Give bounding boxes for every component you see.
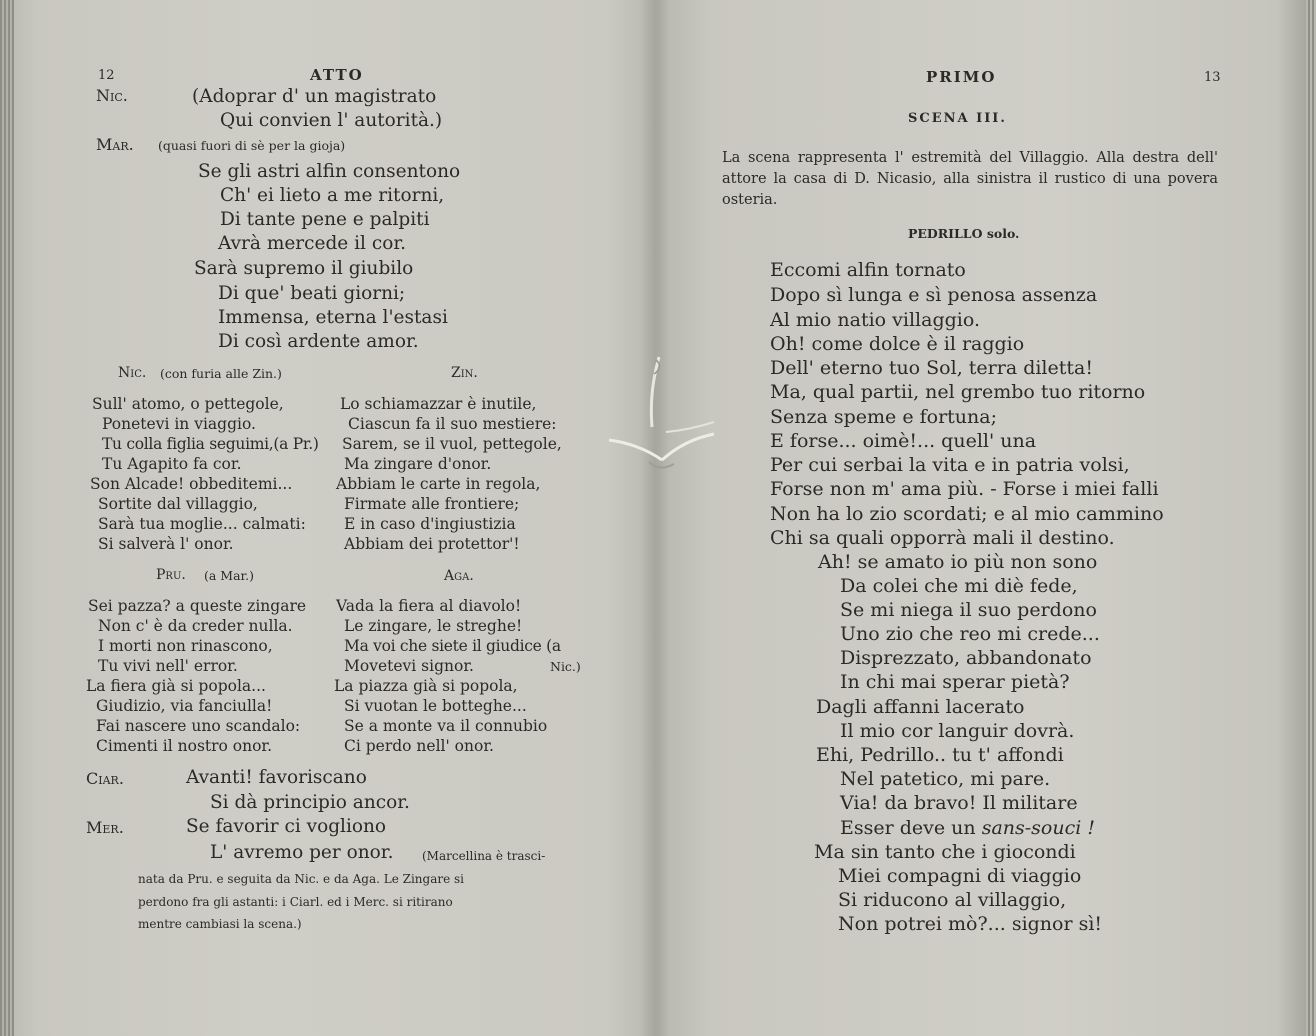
speaker-merc: Mer.	[86, 818, 124, 837]
verse-line: Ma sin tanto che i giocondi	[814, 841, 1076, 863]
verse-line: Non ha lo zio scordati; e al mio cammino	[770, 503, 1164, 525]
verse-line: Ma, qual partii, nel grembo tuo ritorno	[770, 381, 1146, 403]
stage-direction: mentre cambiasi la scena.)	[138, 917, 302, 931]
verse-line: Immensa, eterna l'estasi	[218, 307, 448, 328]
running-head-primo: PRIMO	[926, 68, 997, 86]
stage-direction: (a Mar.)	[204, 568, 255, 583]
page-number-right: 13	[1204, 70, 1221, 85]
verse-line: Oh! come dolce è il raggio	[770, 333, 1025, 355]
ensemble-line: Fai nascere uno scandalo:	[96, 717, 301, 735]
ensemble-line: Le zingare, le streghe!	[344, 617, 523, 635]
ensemble-line: Ci perdo nell' onor.	[344, 737, 494, 755]
verse-line: Se favorir ci vogliono	[186, 816, 387, 837]
right-page-edges	[1306, 0, 1316, 1036]
verse-line: Da colei che mi diè fede,	[840, 575, 1078, 597]
running-head-atto: ATTO	[310, 66, 364, 84]
ensemble-line: Ponetevi in viaggio.	[102, 415, 256, 433]
ensemble-line: Si salverà l' onor.	[98, 535, 234, 553]
ensemble-line: Abbiam le carte in regola,	[336, 475, 541, 493]
verse-line: (Adoprar d' un magistrato	[192, 86, 437, 107]
ensemble-line: La piazza già si popola,	[334, 677, 518, 695]
verse-line: Il mio cor languir dovrà.	[840, 720, 1075, 742]
verse-line: Via! da bravo! Il militare	[840, 792, 1078, 814]
speaker-pru: Pru.	[156, 567, 186, 583]
ensemble-line: Sei pazza? a queste zingare	[88, 597, 307, 615]
speaker-ciar: Ciar.	[86, 769, 124, 788]
ensemble-line: Sortite dal villaggio,	[98, 495, 258, 513]
verse-line: Ch' ei lieto a me ritorni,	[220, 185, 445, 206]
verse-line: Se mi niega il suo perdono	[840, 599, 1097, 621]
verse-line: Sarà supremo il giubilo	[194, 258, 414, 279]
verse-line: Uno zio che reo mi crede...	[840, 623, 1100, 645]
ensemble-line: Firmate alle frontiere;	[344, 495, 520, 513]
verse-line: Chi sa quali opporrà mali il destino.	[770, 527, 1115, 549]
verse-line: L' avremo per onor.	[210, 842, 394, 863]
italic-phrase: sans-souci !	[981, 817, 1095, 839]
verse-line: Dopo sì lunga e sì penosa assenza	[770, 284, 1098, 306]
verse-text: Esser deve un	[840, 817, 976, 839]
ensemble-line: Ma zingare d'onor.	[344, 455, 492, 473]
verse-line: Si riducono al villaggio,	[838, 889, 1067, 911]
stage-direction: (con furia alle Zin.)	[160, 366, 282, 381]
verse-line: Di così ardente amor.	[218, 331, 419, 352]
speaker-mar: Mar.	[96, 135, 134, 154]
verse-line-with-italic	[840, 817, 1095, 839]
verse-line: Nel patetico, mi pare.	[840, 768, 1051, 790]
ensemble-line: Tu vivi nell' error.	[98, 657, 238, 675]
stage-direction: (quasi fuori di sè per la gioja)	[158, 138, 346, 153]
ensemble-line: Ma voi che siete il giudice (a	[344, 637, 561, 655]
ensemble-line: E in caso d'ingiustizia	[344, 515, 516, 533]
ensemble-line: Tu Agapito fa cor.	[102, 455, 242, 473]
verse-line: Si dà principio ancor.	[210, 792, 410, 813]
ensemble-line: Se a monte va il connubio	[344, 717, 548, 735]
ensemble-line: Cimenti il nostro onor.	[96, 737, 273, 755]
stage-direction: Nic.)	[550, 659, 581, 674]
ensemble-line: Movetevi signor.	[344, 657, 474, 675]
ensemble-line: Son Alcade! obbeditemi...	[90, 475, 293, 493]
speaker-nic: Nic.	[96, 86, 128, 105]
scene-description: La scena rappresenta l' estremità del Villaggio. Alla destra dell' attore la casa di D. Nicasio, alla sinistra il rustico di una povera osteria.	[722, 150, 1218, 208]
ensemble-line: Abbiam dei protettor'!	[344, 535, 520, 553]
verse-line: Disprezzato, abbandonato	[840, 647, 1092, 669]
ensemble-line: Si vuotan le botteghe...	[344, 697, 527, 715]
verse-line: Eccomi alfin tornato	[770, 259, 966, 281]
ensemble-line: Vada la fiera al diavolo!	[336, 597, 522, 615]
verse-line: Qui convien l' autorità.)	[220, 110, 443, 131]
verse-line: Senza speme e fortuna;	[770, 406, 998, 428]
right-page	[670, 0, 1306, 1036]
speaker-aga: Aga.	[444, 568, 474, 584]
ensemble-line: Ciascun fa il suo mestiere:	[348, 415, 557, 433]
verse-line: Di tante pene e palpiti	[220, 209, 430, 230]
verse-line: Forse non m' ama più. - Forse i miei falli	[770, 478, 1159, 500]
stage-direction: (Marcellina è trasci-	[422, 849, 546, 863]
ensemble-line: La fiera già si popola...	[86, 677, 266, 695]
ensemble-line: Non c' è da creder nulla.	[98, 617, 293, 635]
verse-line: Avanti! favoriscano	[186, 767, 367, 788]
verse-line: Al mio natio villaggio.	[770, 309, 981, 331]
speaker-zin: Zin.	[451, 365, 478, 381]
scene-title: SCENA III.	[908, 111, 1007, 126]
left-page	[14, 0, 640, 1036]
verse-line: E forse... oimè!... quell' una	[770, 430, 1037, 452]
stage-direction: nata da Pru. e seguita da Nic. e da Aga. Le Zingare si	[138, 872, 465, 886]
verse-line: Per cui serbai la vita e in patria volsi,	[770, 454, 1130, 476]
ensemble-line: Sarà tua moglie... calmati:	[98, 515, 306, 533]
verse-line: Di que' beati giorni;	[218, 283, 406, 304]
speaker-pedrillo: PEDRILLO solo.	[908, 226, 1020, 241]
verse-line: Dagli affanni lacerato	[816, 696, 1025, 718]
page-number-left: 12	[98, 68, 115, 83]
stage-direction: perdono fra gli astanti: i Ciarl. ed i Merc. si ritirano	[138, 895, 453, 909]
verse-line: Ehi, Pedrillo.. tu t' affondi	[816, 744, 1064, 766]
binding-gutter	[640, 0, 670, 1036]
verse-line: Dell' eterno tuo Sol, terra diletta!	[770, 357, 1093, 379]
ensemble-line: I morti non rinascono,	[98, 637, 273, 655]
verse-line: Non potrei mò?... signor sì!	[838, 913, 1103, 935]
verse-line: In chi mai sperar pietà?	[840, 671, 1070, 693]
ensemble-line: Sull' atomo, o pettegole,	[92, 395, 284, 413]
verse-line: Se gli astri alfin consentono	[198, 161, 461, 182]
left-page-edges	[0, 0, 14, 1036]
ensemble-line: Tu colla figlia seguimi,(a Pr.)	[102, 435, 319, 453]
verse-line: Avrà mercede il cor.	[218, 233, 407, 254]
ensemble-line: Giudizio, via fanciulla!	[96, 697, 273, 715]
verse-line: Ah! se amato io più non sono	[818, 551, 1098, 573]
ensemble-line: Sarem, se il vuol, pettegole,	[342, 435, 562, 453]
verse-line: Miei compagni di viaggio	[838, 865, 1082, 887]
ensemble-line: Lo schiamazzar è inutile,	[340, 395, 537, 413]
speaker-nic-ensemble: Nic.	[118, 365, 147, 381]
